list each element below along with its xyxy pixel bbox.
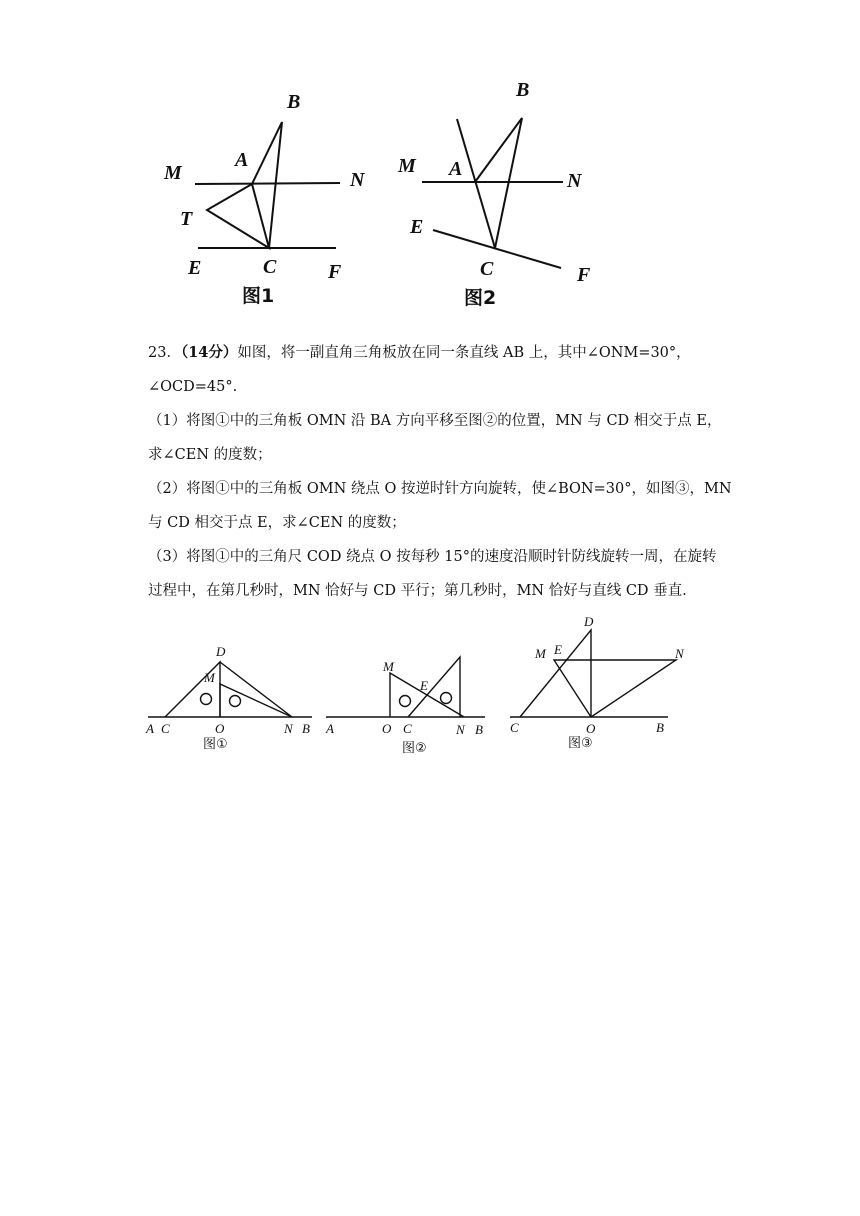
label-n: N (567, 170, 582, 192)
label-e: E (410, 216, 424, 238)
label-e: E (554, 642, 562, 657)
label-c: C (161, 721, 170, 736)
label-m: M (164, 162, 182, 184)
part-3-line-2: 过程中，在第几秒时，MN 恰好与 CD 平行；第几秒时，MN 恰好与直线 CD 垂直. (148, 583, 687, 599)
part-1-line-2: 求∠CEN 的度数； (148, 447, 272, 463)
question-intro: 如图，将一副直角三角板放在同一条直线 AB 上，其中∠ONM=30°， (237, 345, 691, 361)
label-m: M (398, 155, 416, 177)
label-t: T (180, 208, 193, 230)
figure-b (322, 645, 497, 760)
label-a: A (235, 149, 249, 171)
figure-c-caption: 图③ (568, 736, 593, 751)
label-f: F (577, 264, 591, 286)
question-points: （14分） (180, 344, 238, 361)
figure-b-caption: 图② (402, 741, 427, 756)
label-e: E (420, 678, 428, 693)
question-line-1 (148, 343, 691, 363)
figure-1-caption: 图1 (242, 285, 275, 307)
part-2-line-1: （2）将图①中的三角板 OMN 绕点 O 按逆时针方向旋转，使∠BON=30°，如图③，MN (148, 481, 732, 497)
question-line-2: ∠OCD=45°. (148, 379, 238, 395)
part-1-line-1: （1）将图①中的三角板 OMN 沿 BA 方向平移至图②的位置，MN 与 CD 相交于点 E， (148, 413, 722, 429)
label-e: E (188, 257, 202, 279)
hole-left (201, 694, 212, 705)
label-m: M (204, 670, 215, 685)
label-o: O (382, 721, 392, 736)
triangle-omn (554, 660, 676, 717)
label-b: B (475, 722, 483, 737)
label-c: C (480, 258, 494, 280)
label-f: F (328, 261, 342, 283)
hole-right (441, 693, 452, 704)
label-b: B (287, 91, 301, 113)
label-n: N (350, 169, 365, 191)
figure-1 (150, 80, 390, 310)
figure-a-caption: 图① (203, 737, 228, 752)
label-d: D (216, 644, 226, 659)
label-n: N (284, 721, 293, 736)
segment-a-b-c (252, 122, 282, 248)
label-o: O (586, 721, 596, 736)
question-number: 23． (148, 345, 181, 361)
figure-2-caption: 图2 (464, 287, 497, 309)
label-c: C (263, 256, 277, 278)
hole-right (230, 696, 241, 707)
label-a: A (449, 158, 463, 180)
label-b: B (516, 79, 530, 101)
line-mn (195, 183, 340, 184)
label-m: M (535, 646, 546, 661)
line-through-a-c (457, 119, 495, 248)
part-2-line-2: 与 CD 相交于点 E，求∠CEN 的度数； (148, 515, 406, 531)
label-a: A (326, 721, 334, 736)
figure-c (500, 608, 700, 758)
figure-2 (395, 75, 615, 310)
segment-a-t-c (207, 184, 269, 248)
label-a: A (146, 721, 154, 736)
label-m: M (383, 659, 394, 674)
hole-left (400, 696, 411, 707)
label-n: N (456, 722, 465, 737)
triangle-cod (408, 657, 460, 717)
label-c: C (403, 721, 412, 736)
label-o: O (215, 721, 225, 736)
label-n: N (675, 646, 684, 661)
label-d: D (584, 614, 594, 629)
label-c: C (510, 720, 519, 735)
label-b: B (656, 720, 664, 735)
label-b: B (302, 721, 310, 736)
part-3-line-1: （3）将图①中的三角尺 COD 绕点 O 按每秒 15°的速度沿顺时针防线旋转一周，在旋转 (148, 549, 717, 565)
figure-a (140, 640, 320, 760)
